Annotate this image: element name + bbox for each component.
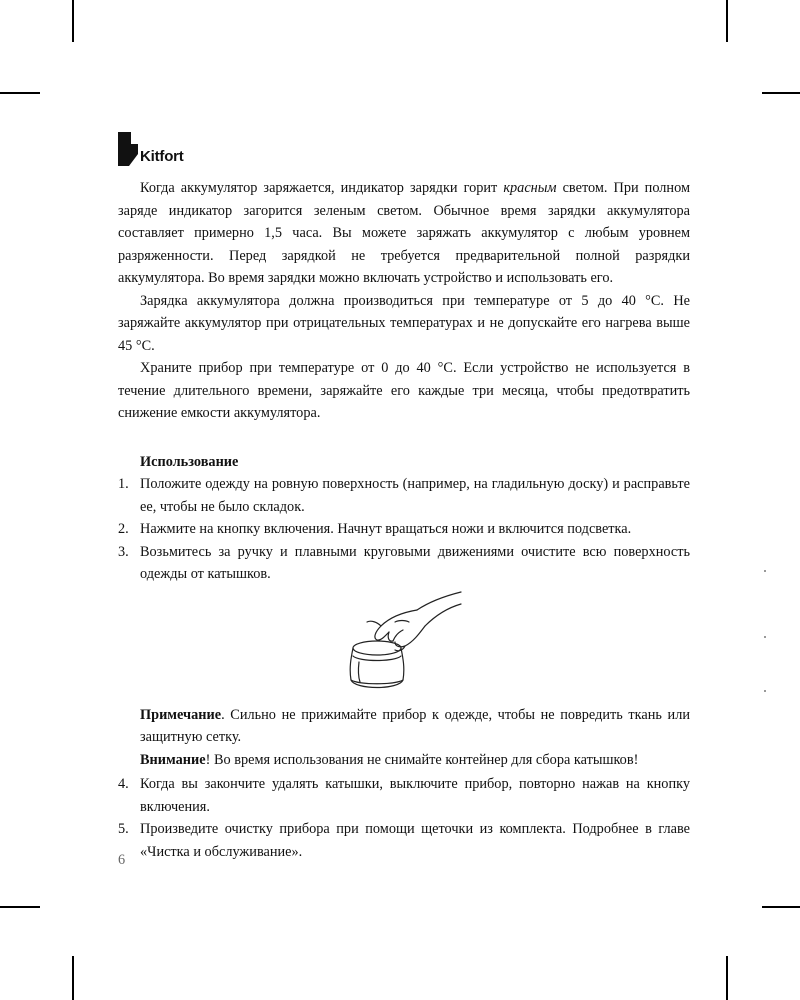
note: Примечание. Сильно не прижимайте прибор к одежде, чтобы не повредить ткань или защитную сетку. — [140, 706, 690, 745]
paragraph: Храните прибор при температуре от 0 до 40 °С. Если устройство не используется в течение длительного времени, заряжайте его каждые три месяца, чтобы предотвратить снижение емкости аккумулятора. — [118, 360, 690, 421]
brand-name: Kitfort — [140, 148, 184, 165]
crop-mark — [762, 92, 800, 94]
kitfort-logo-icon — [118, 132, 138, 166]
brand-logo — [118, 132, 184, 166]
crop-mark — [0, 906, 40, 908]
illustration — [118, 586, 690, 698]
paragraph: Когда аккумулятор заряжается, индикатор зарядки горит красным светом. При полном заряде индикатор загорится зеленым светом. Обычное время зарядки аккумулятора составляет примерно 1,5 часа. Вы можете заряжать аккумулятор с любым уровнем разряженности. Перед зарядкой не требуется предварительной полной разрядки аккумулятора. Во время зарядки можно включать устройство и использовать его. — [118, 180, 690, 286]
crop-mark — [72, 0, 74, 42]
crop-mark — [726, 956, 728, 1000]
crop-mark — [726, 0, 728, 42]
crop-mark — [72, 956, 74, 1000]
margin-dot — [764, 570, 766, 572]
list-item: 2. Нажмите на кнопку включения. Начнут вращаться ножи и включится подсветка. — [118, 521, 632, 537]
page-content — [118, 177, 690, 863]
steps-list — [118, 773, 690, 863]
steps-list — [118, 473, 690, 586]
warning: Внимание! Во время использования не снимайте контейнер для сбора катышков! — [140, 751, 639, 768]
hand-holding-device-icon — [333, 586, 463, 698]
margin-dot — [764, 636, 766, 638]
list-item: 3. Возьмитесь за ручку и плавными круговыми движениями очистите всю поверхность одежды от катышков. — [118, 543, 690, 582]
list-item: 5. Произведите очистку прибора при помощи щеточки из комплекта. Подробнее в главе «Чистка и обслуживание». — [118, 821, 690, 860]
margin-dot — [764, 690, 766, 692]
section-heading: Использование — [140, 453, 239, 470]
list-item: 1. Положите одежду на ровную поверхность (например, на гладильную доску) и расправьте ее, чтобы не было складок. — [118, 476, 690, 515]
crop-mark — [0, 92, 40, 94]
paragraph: Зарядка аккумулятора должна производиться при температуре от 5 до 40 °С. Не заряжайте аккумулятор при отрицательных температурах и не допускайте его нагрева выше 45 °С. — [118, 292, 690, 354]
page-number: 6 — [118, 852, 126, 868]
crop-mark — [762, 906, 800, 908]
list-item: 4. Когда вы закончите удалять катышки, выключите прибор, повторно нажав на кнопку включения. — [118, 776, 690, 815]
